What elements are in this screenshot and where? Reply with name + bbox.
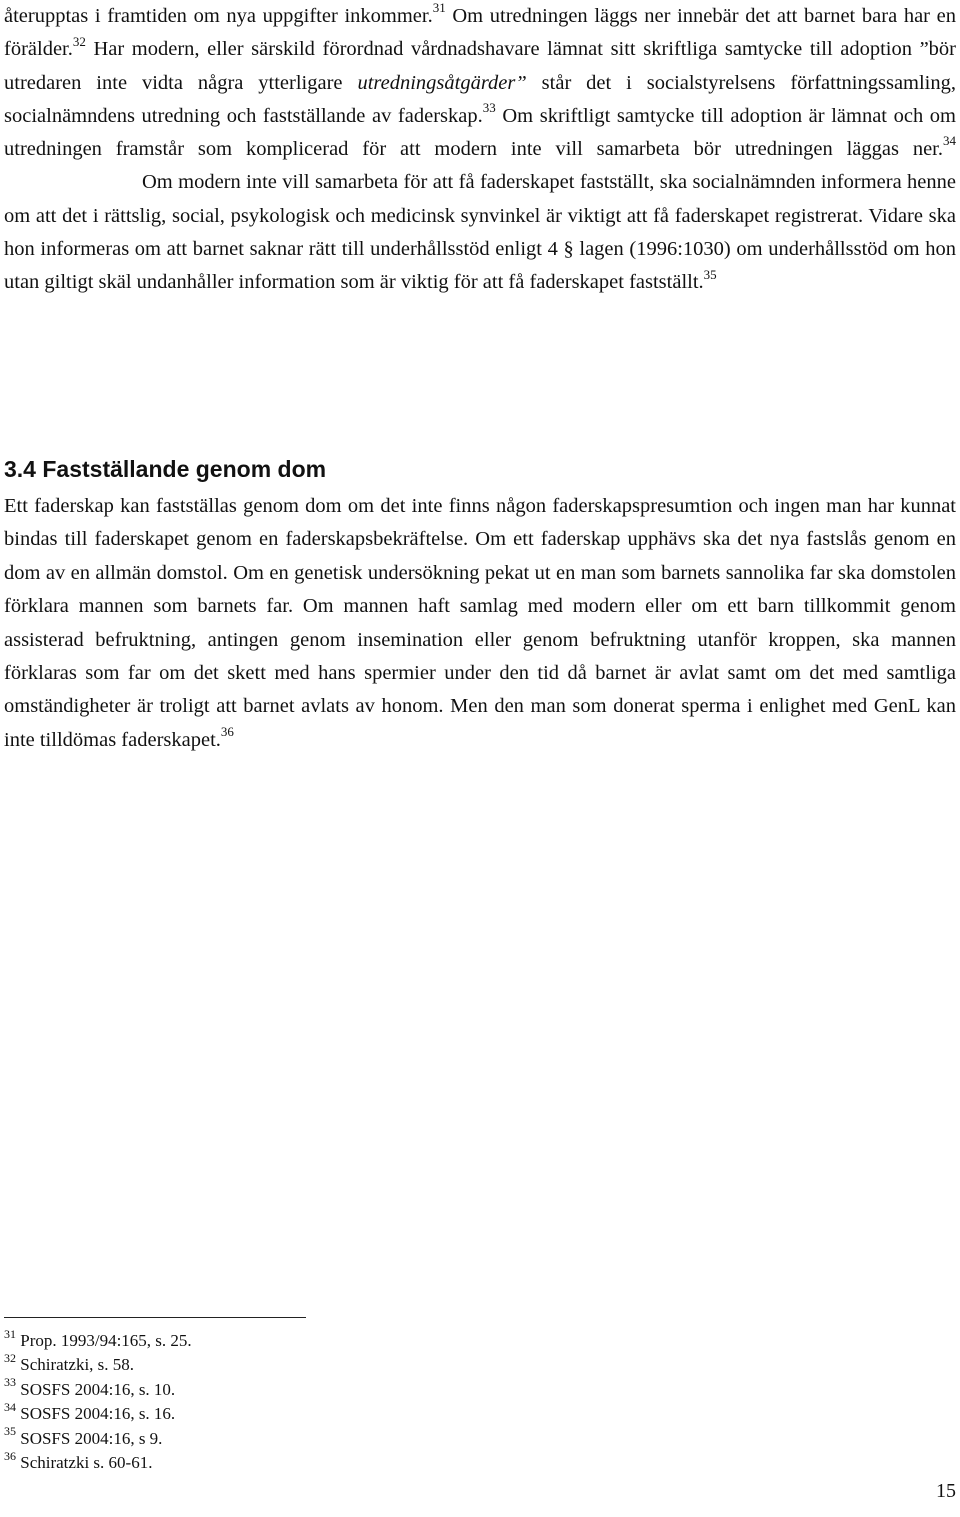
footnote-text: SOSFS 2004:16, s 9. [20,1428,163,1448]
paragraph-2-text [4,490,956,757]
footnote-number: 32 [4,1350,16,1365]
sentence: Har modern, eller särskild förordnad vårdnadshavare lämnat sitt skriftliga samtycke till adoption ”bör utredaren inte vidta några ytterligare [4,38,956,94]
italic-term: utredningsåtgärder” [357,71,527,94]
footnote-text: Prop. 1993/94:165, s. 25. [20,1331,192,1350]
sentence: står det i socialstyrelsens författningssamling, socialnämndens utredning och fastställande av faderskap. [4,71,956,127]
sentence: Om skriftligt samtycke till adoption är lämnat och om utredningen framstår som komplicerad för att modern inte vill samarbeta bör utredningen läggas ner. [4,104,956,161]
footnote-ref-31[interactable]: 31 [432,0,446,16]
footnote [4,1326,604,1353]
paragraph-2 [4,490,956,757]
footnote-text: Schiratzki, s. 58. [20,1355,135,1375]
footnote-ref-36[interactable]: 36 [220,724,234,740]
paragraph-1-text [4,0,956,300]
footnote-text: SOSFS 2004:16, s. 10. [20,1379,176,1399]
footnote-number: 36 [4,1448,16,1463]
footnote-number: 34 [4,1399,16,1414]
footnote-ref-34[interactable]: 34 [943,133,956,149]
footnote-number: 35 [4,1424,16,1439]
footnote-text: Schiratzki s. 60-61. [20,1453,153,1473]
footnote [4,1448,604,1475]
footnote-ref-32[interactable]: 32 [72,33,86,49]
sentence: Om utredningen läggs ner innebär det att barnet bara har en förälder. [4,5,956,61]
footnotes [4,1326,604,1475]
footnote-number: 33 [4,1375,16,1390]
section-heading: 3.4 Fastställande genom dom [4,456,327,482]
page-number: 15 [936,1480,956,1502]
footnote [4,1424,604,1451]
paragraph-2-body: Ett faderskap kan fastställas genom dom om det inte finns någon faderskapspresumtion och ingen man har kunnat bindas till faderskapet genom en faderskapsbekräftelse. Om ett faderskap upphävs ska det nya fastslås genom en dom av en allmän domstol. Om en genetisk undersökning pekat ut en man som barnets sannolika far ska domstolen förklara mannen som barnets far. Om mannen haft samlag med modern eller om ett barn tillkommit genom assisterad befruktning, antingen genom insemination eller genom befruktning utanför kroppen, ska mannen förklaras som far om det skett med hans spermier under den tid då barnet är avlat samt om det med samtliga omständigheter är troligt att barnet avlats av honom. Men den man som donerat sperma i enlighet med GenL kan inte tilldömas faderskapet. [4,495,956,751]
footnote-ref-35[interactable]: 35 [703,266,717,282]
footnote-number: 31 [4,1326,16,1341]
footnote-ref-33[interactable]: 33 [482,100,496,116]
footnote [4,1399,604,1426]
footnote-separator [4,1317,306,1318]
paragraph-1 [4,0,956,300]
footnote-text: SOSFS 2004:16, s. 16. [20,1404,176,1424]
sentence: Om modern inte vill samarbeta för att få faderskapet fastställt, ska socialnämnden informera henne om att det i rättslig, social, psykologisk och medicinsk synvinkel är viktigt att få faderskapet registrerat. Vidare ska hon informeras om att barnet saknar rätt till underhållsstöd enligt 4 § lagen (1996:1030) om underhållsstöd om hon utan giltigt skäl undanhåller information som är viktig för att få faderskapet fastställt. [4,171,956,294]
footnote [4,1350,604,1377]
sentence: återupptas i framtiden om nya uppgifter inkommer. [4,5,433,27]
footnote [4,1375,604,1402]
